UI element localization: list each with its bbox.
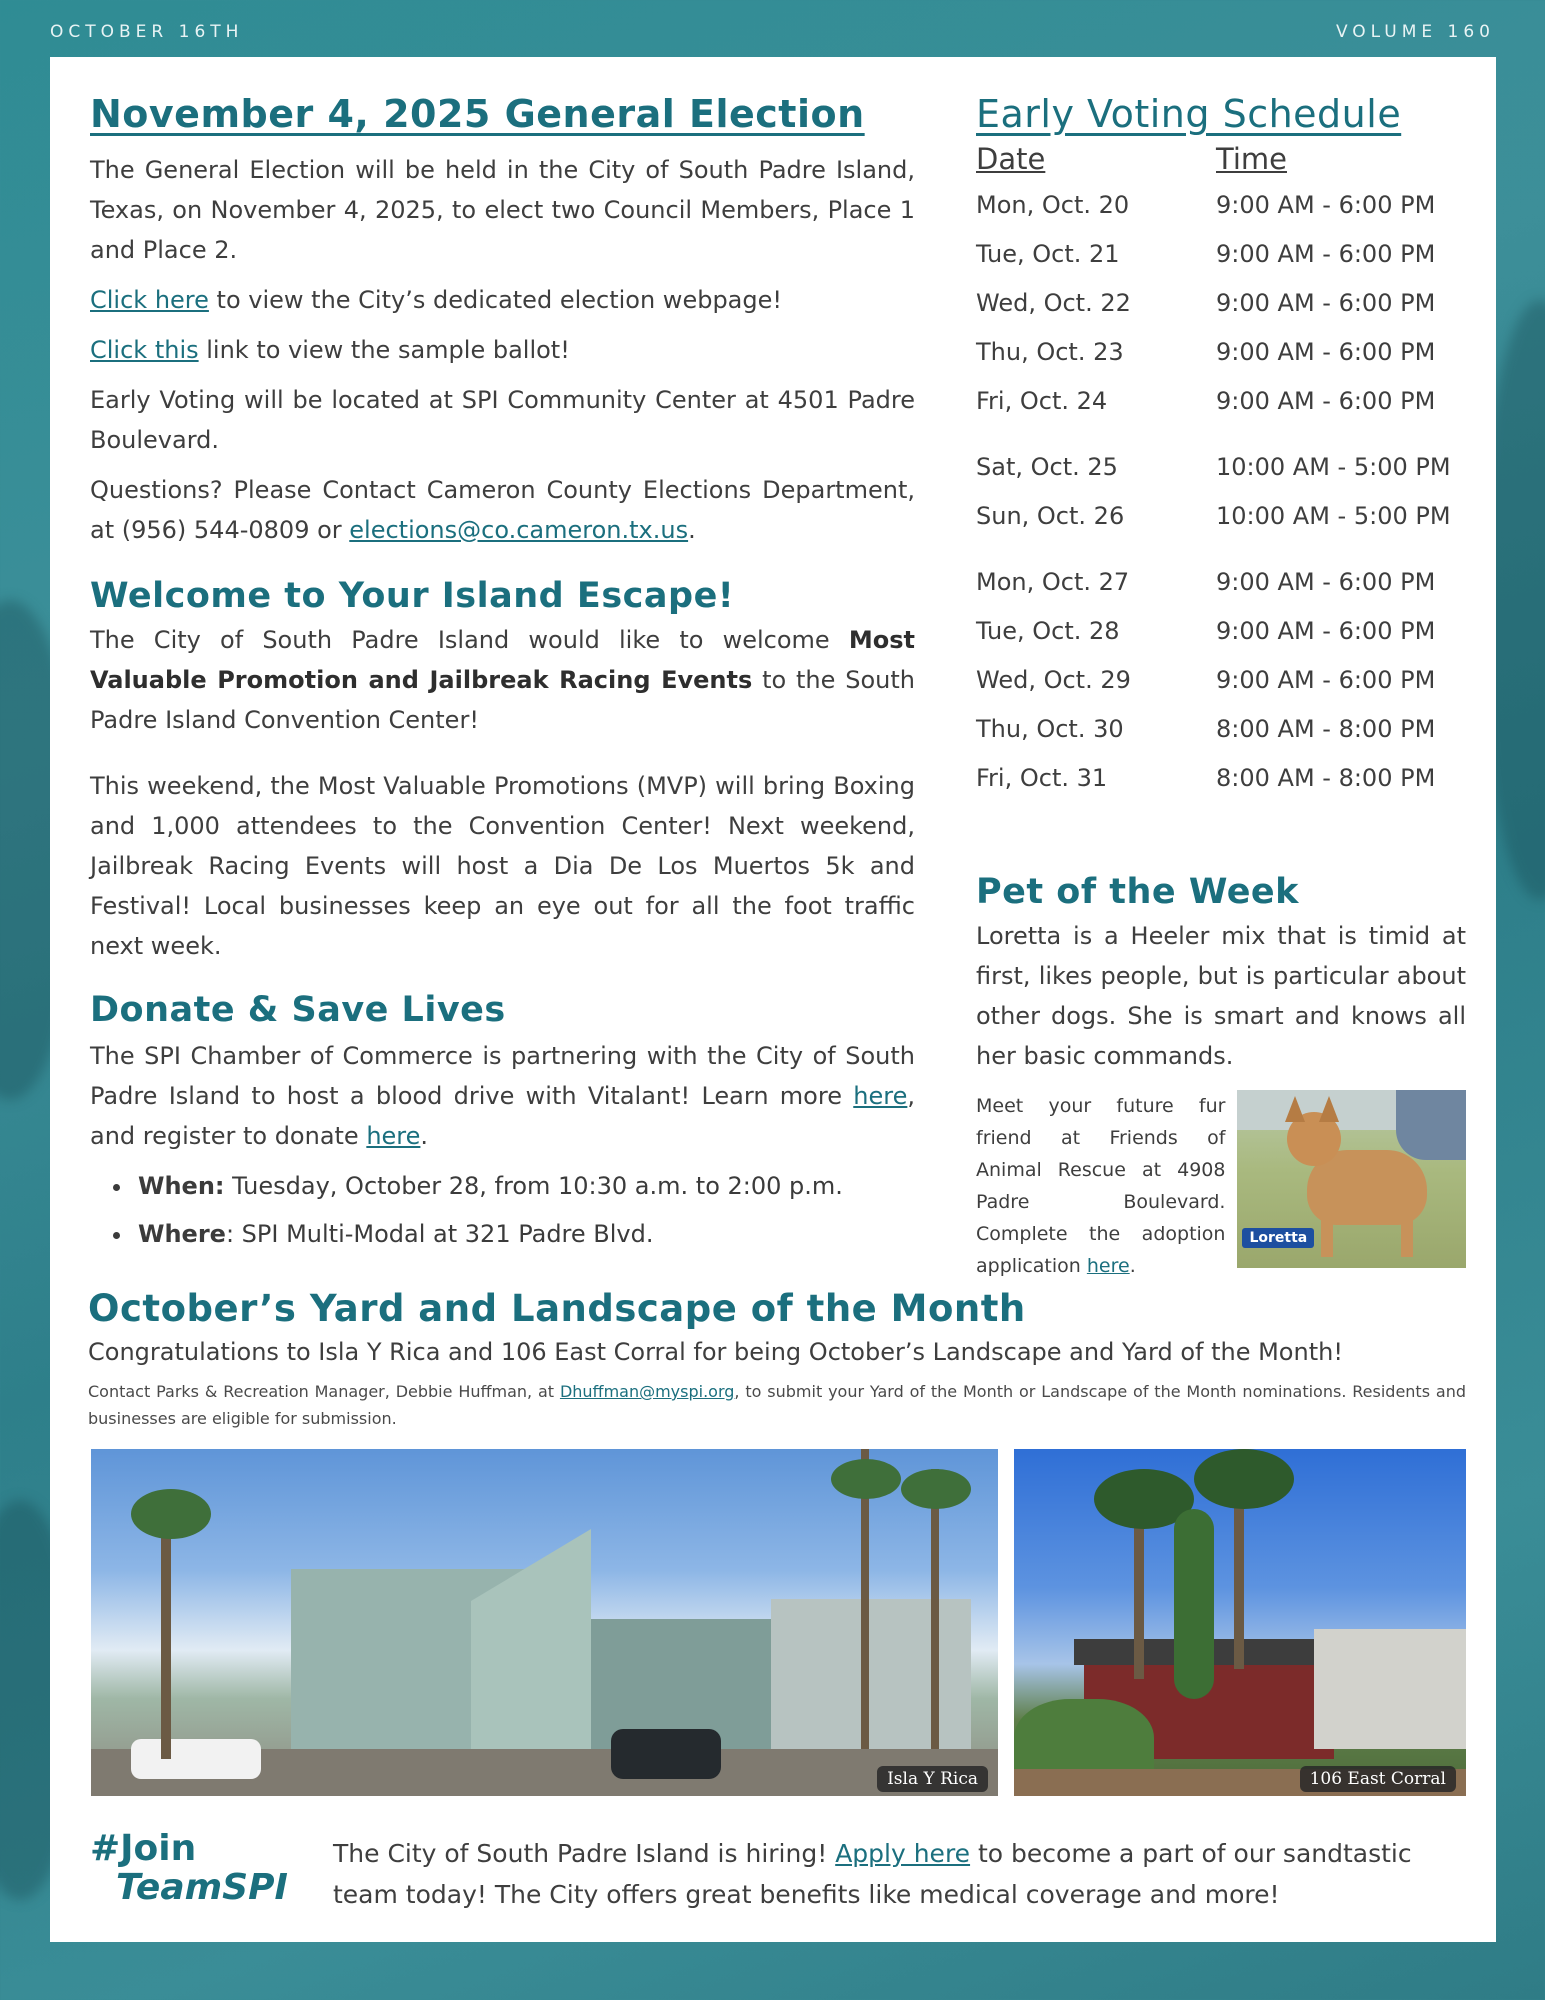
pet-adoption-link[interactable]: here bbox=[1086, 1255, 1130, 1277]
schedule-time: 9:00 AM - 6:00 PM bbox=[1216, 386, 1436, 415]
hiring-text-pre: The City of South Padre Island is hiring! bbox=[333, 1839, 836, 1868]
schedule-row bbox=[976, 557, 1466, 606]
schedule-row bbox=[976, 491, 1466, 540]
apply-here-link[interactable]: Apply here bbox=[835, 1839, 971, 1868]
schedule-date: Wed, Oct. 22 bbox=[976, 288, 1131, 317]
election-link-1-text: to view the City’s dedicated election webpage! bbox=[208, 286, 782, 314]
welcome-p1-bold: Most Valuable Promotion and Jailbreak Racing Events bbox=[90, 626, 915, 694]
schedule-row bbox=[976, 606, 1466, 655]
schedule-row bbox=[976, 704, 1466, 753]
donate-learn-more-link[interactable]: here bbox=[853, 1082, 908, 1110]
donate-when-item bbox=[134, 1162, 915, 1210]
schedule-date: Thu, Oct. 23 bbox=[976, 337, 1124, 366]
questions-text: Questions? Please Contact Cameron County Elections Department, at (956) 544-0809 or bbox=[90, 476, 915, 544]
where-value: : SPI Multi-Modal at 321 Padre Blvd. bbox=[225, 1220, 654, 1248]
schedule-title: Early Voting Schedule bbox=[976, 92, 1402, 136]
schedule-date: Sun, Oct. 26 bbox=[976, 501, 1125, 530]
schedule-date: Thu, Oct. 30 bbox=[976, 714, 1124, 743]
pet-adoption-info bbox=[976, 1090, 1225, 1282]
donate-details-list bbox=[134, 1162, 915, 1258]
schedule-time: 8:00 AM - 8:00 PM bbox=[1216, 763, 1436, 792]
schedule-time: 9:00 AM - 6:00 PM bbox=[1216, 190, 1436, 219]
welcome-p1-post: to the South Padre Island Convention Center! bbox=[90, 666, 915, 734]
schedule-time: 8:00 AM - 8:00 PM bbox=[1216, 714, 1436, 743]
where-label: Where bbox=[138, 1220, 226, 1248]
schedule-date: Tue, Oct. 21 bbox=[976, 239, 1120, 268]
schedule-weekday-group-1 bbox=[976, 180, 1466, 425]
election-webpage-link[interactable]: Click here bbox=[90, 286, 209, 314]
pet-title: Pet of the Week bbox=[976, 872, 1299, 912]
schedule-row bbox=[976, 180, 1466, 229]
schedule-row bbox=[976, 229, 1466, 278]
donate-title: Donate & Save Lives bbox=[90, 990, 506, 1030]
schedule-time: 9:00 AM - 6:00 PM bbox=[1216, 616, 1436, 645]
donate-paragraph bbox=[90, 1036, 915, 1156]
east-corral-photo bbox=[1014, 1449, 1466, 1796]
yard-note-post: , to submit your Yard of the Month or Landscape of the Month nominations. Residents and businesses are eligible for submission. bbox=[88, 1382, 1466, 1428]
join-tag-line-1: #Join bbox=[90, 1828, 197, 1869]
welcome-p1-pre: The City of South Padre Island would like to welcome bbox=[90, 626, 849, 654]
sample-ballot-link[interactable]: Click this bbox=[90, 336, 199, 364]
schedule-weekend-group bbox=[976, 442, 1466, 540]
join-team-tag bbox=[90, 1830, 350, 1908]
pet-name-tag: Loretta bbox=[1242, 1228, 1314, 1248]
yard-congrats: Congratulations to Isla Y Rica and 106 East Corral for being October’s Landscape and Yard of the Month! bbox=[88, 1338, 1343, 1366]
schedule-time: 9:00 AM - 6:00 PM bbox=[1216, 239, 1436, 268]
schedule-date: Fri, Oct. 31 bbox=[976, 763, 1108, 792]
schedule-weekday-group-2 bbox=[976, 557, 1466, 802]
questions-period: . bbox=[688, 516, 696, 544]
schedule-time: 9:00 AM - 6:00 PM bbox=[1216, 567, 1436, 596]
schedule-date: Sat, Oct. 25 bbox=[976, 452, 1118, 481]
issue-date: OCTOBER 16TH bbox=[50, 22, 244, 42]
welcome-title: Welcome to Your Island Escape! bbox=[90, 576, 735, 616]
election-link-line-2 bbox=[90, 330, 915, 370]
yard-title: October’s Yard and Landscape of the Month bbox=[88, 1287, 1026, 1330]
welcome-paragraph-1 bbox=[90, 620, 915, 740]
election-link-line-1 bbox=[90, 280, 915, 320]
schedule-time: 9:00 AM - 6:00 PM bbox=[1216, 337, 1436, 366]
schedule-row bbox=[976, 655, 1466, 704]
hiring-text bbox=[333, 1833, 1468, 1915]
schedule-row bbox=[976, 376, 1466, 425]
newsletter-header bbox=[50, 22, 1495, 42]
right-column bbox=[976, 92, 1466, 1282]
donate-where-item bbox=[134, 1210, 915, 1258]
pet-photo bbox=[1237, 1090, 1466, 1268]
pet-meet-text: Meet your future fur friend at Friends of Animal Rescue at 4908 Padre Boulevard. Complete the adoption application bbox=[976, 1095, 1226, 1277]
elections-email-link[interactable]: elections@co.cameron.tx.us bbox=[349, 516, 689, 544]
welcome-paragraph-2: This weekend, the Most Valuable Promotions (MVP) will bring Boxing and 1,000 attendees to the Convention Center! Next weekend, Jailbreak Racing Events will host a Dia De Los Muertos 5k and Festival! Local businesses keep an eye out for all the foot traffic next week. bbox=[90, 772, 915, 960]
schedule-row bbox=[976, 278, 1466, 327]
early-voting-location: Early Voting will be located at SPI Community Center at 4501 Padre Boulevard. bbox=[90, 386, 915, 454]
schedule-time: 10:00 AM - 5:00 PM bbox=[1216, 501, 1451, 530]
schedule-date: Wed, Oct. 29 bbox=[976, 665, 1131, 694]
yard-note-pre: Contact Parks & Recreation Manager, Debbie Huffman, at bbox=[88, 1382, 560, 1401]
election-questions bbox=[90, 470, 915, 550]
issue-volume: VOLUME 160 bbox=[1335, 22, 1495, 42]
schedule-row bbox=[976, 442, 1466, 491]
donate-text-mid: , and register to donate bbox=[90, 1082, 915, 1150]
schedule-date: Mon, Oct. 27 bbox=[976, 567, 1130, 596]
schedule-header-row bbox=[976, 138, 1466, 180]
schedule-time: 9:00 AM - 6:00 PM bbox=[1216, 288, 1436, 317]
when-label: When: bbox=[138, 1172, 225, 1200]
yard-nomination-note bbox=[88, 1378, 1466, 1432]
yard-section bbox=[88, 1287, 1468, 1432]
join-tag-line-2: TeamSPI bbox=[116, 1867, 288, 1908]
pet-period: . bbox=[1129, 1255, 1136, 1277]
isla-y-rica-photo bbox=[91, 1449, 998, 1796]
donate-text-pre: The SPI Chamber of Commerce is partnering with the City of South Padre Island to host a blood drive with Vitalant! Learn more bbox=[90, 1042, 915, 1110]
left-column bbox=[90, 92, 915, 1258]
donate-register-link[interactable]: here bbox=[366, 1122, 421, 1150]
hiring-text-post: to become a part of our sandtastic team today! The City offers great benefits like medical coverage and more! bbox=[333, 1839, 1412, 1909]
photo-1-caption: Isla Y Rica bbox=[877, 1766, 988, 1792]
parks-email-link[interactable]: Dhuffman@myspi.org bbox=[559, 1382, 735, 1401]
schedule-time: 9:00 AM - 6:00 PM bbox=[1216, 665, 1436, 694]
schedule-date: Fri, Oct. 24 bbox=[976, 386, 1108, 415]
pet-details bbox=[976, 1090, 1466, 1282]
election-title: November 4, 2025 General Election bbox=[90, 92, 865, 136]
schedule-time: 10:00 AM - 5:00 PM bbox=[1216, 452, 1451, 481]
election-intro: The General Election will be held in the City of South Padre Island, Texas, on November 4, 2025, to elect two Council Members, Place 1 and Place 2. bbox=[90, 156, 915, 264]
donate-text-end: . bbox=[420, 1122, 429, 1150]
schedule-row bbox=[976, 753, 1466, 802]
when-value: Tuesday, October 28, from 10:30 a.m. to 2:00 p.m. bbox=[224, 1172, 843, 1200]
schedule-date-header: Date bbox=[976, 142, 1046, 176]
schedule-time-header: Time bbox=[1216, 142, 1287, 176]
schedule-row bbox=[976, 327, 1466, 376]
election-link-2-text: link to view the sample ballot! bbox=[198, 336, 570, 364]
pet-description: Loretta is a Heeler mix that is timid at first, likes people, but is particular about other dogs. She is smart and knows all her basic commands. bbox=[976, 922, 1466, 1070]
schedule-date: Tue, Oct. 28 bbox=[976, 616, 1120, 645]
newsletter-page bbox=[50, 57, 1496, 1942]
photo-2-caption: 106 East Corral bbox=[1300, 1766, 1456, 1792]
schedule-date: Mon, Oct. 20 bbox=[976, 190, 1130, 219]
